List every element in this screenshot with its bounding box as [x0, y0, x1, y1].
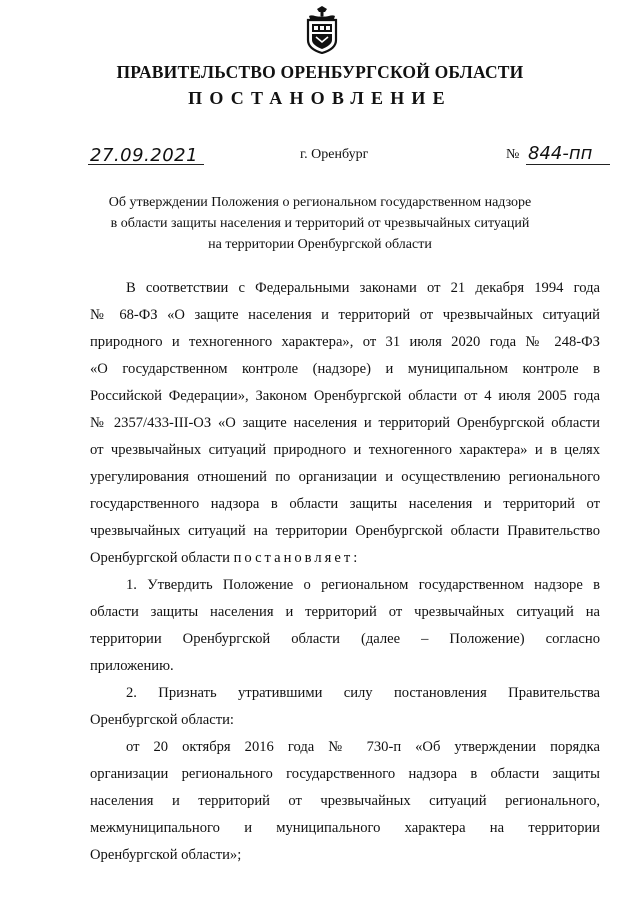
title-line: на территории Оренбургской области	[208, 237, 432, 252]
body-line: от 20 октября 2016 года № 730-п «Об утверждении порядка	[126, 739, 600, 755]
body-line: 1. Утвердить Положение о региональном государственном надзоре в	[126, 577, 600, 593]
body-line: «О государственном контроле (надзоре) и муниципальном контроле в	[90, 361, 600, 377]
document-type: ПОСТАНОВЛЕНИЕ	[188, 88, 452, 108]
body-line: области защиты населения и территорий от чрезвычайных ситуаций на	[90, 604, 600, 620]
organization-name: ПРАВИТЕЛЬСТВО ОРЕНБУРГСКОЙ ОБЛАСТИ	[116, 62, 524, 82]
body-line: межмуниципального и муниципального характера на территории	[90, 820, 600, 836]
body-line: населения и территорий от чрезвычайных ситуаций регионального,	[90, 793, 600, 809]
body-line: № 68-ФЗ «О защите населения и территорий от чрезвычайных ситуаций	[90, 307, 600, 323]
body-line: от чрезвычайных ситуаций природного и техногенного характера» и в целях	[90, 442, 600, 458]
body-line: государственного надзора в области защиты населения и территорий от	[90, 496, 600, 512]
body-line: В соответствии с Федеральными законами от 21 декабря 1994 года	[126, 280, 600, 296]
body-line: территории Оренбургской области (далее – Положение) согласно	[90, 631, 600, 647]
body-line: Российской Федерации», Законом Оренбургской области от 4 июля 2005 года	[90, 388, 600, 404]
number-underline	[526, 164, 610, 165]
document-title	[90, 192, 550, 255]
number-handwritten: 844-пп	[528, 143, 593, 164]
body-line: Оренбургской области»;	[90, 847, 242, 863]
title-line: в области защиты населения и территорий от чрезвычайных ситуаций	[110, 216, 530, 231]
body-line: чрезвычайных ситуаций на территории Оренбургской области Правительство	[90, 523, 600, 539]
document-date	[88, 143, 204, 167]
date-underline	[88, 164, 204, 165]
body-line-last	[90, 550, 600, 576]
title-line: Об утверждении Положения о региональном государственном надзоре	[108, 195, 532, 210]
date-handwritten: 27.09.2021	[90, 145, 199, 166]
body-line: Оренбургской области:	[90, 712, 234, 728]
number-sign: №	[506, 147, 520, 162]
body-line: приложению.	[90, 658, 174, 674]
body-line: организации регионального государственного надзора в области защиты	[90, 766, 600, 782]
coat-of-arms-icon	[305, 6, 339, 54]
resolves-word: постановляет:	[233, 550, 361, 566]
document-number	[506, 143, 610, 167]
body-line: 2. Признать утратившими силу постановления Правительства	[126, 685, 600, 701]
body-line: урегулирования отношений по организации и осуществлению регионального	[90, 469, 600, 485]
body-text: Оренбургской области	[90, 550, 234, 566]
document-city: г. Оренбург	[300, 147, 369, 162]
body-line: природного и техногенного характера», от 31 июля 2020 года № 248-ФЗ	[90, 334, 600, 350]
body-line: № 2357/433-III-ОЗ «О защите населения и территорий Оренбургской области	[90, 415, 600, 431]
